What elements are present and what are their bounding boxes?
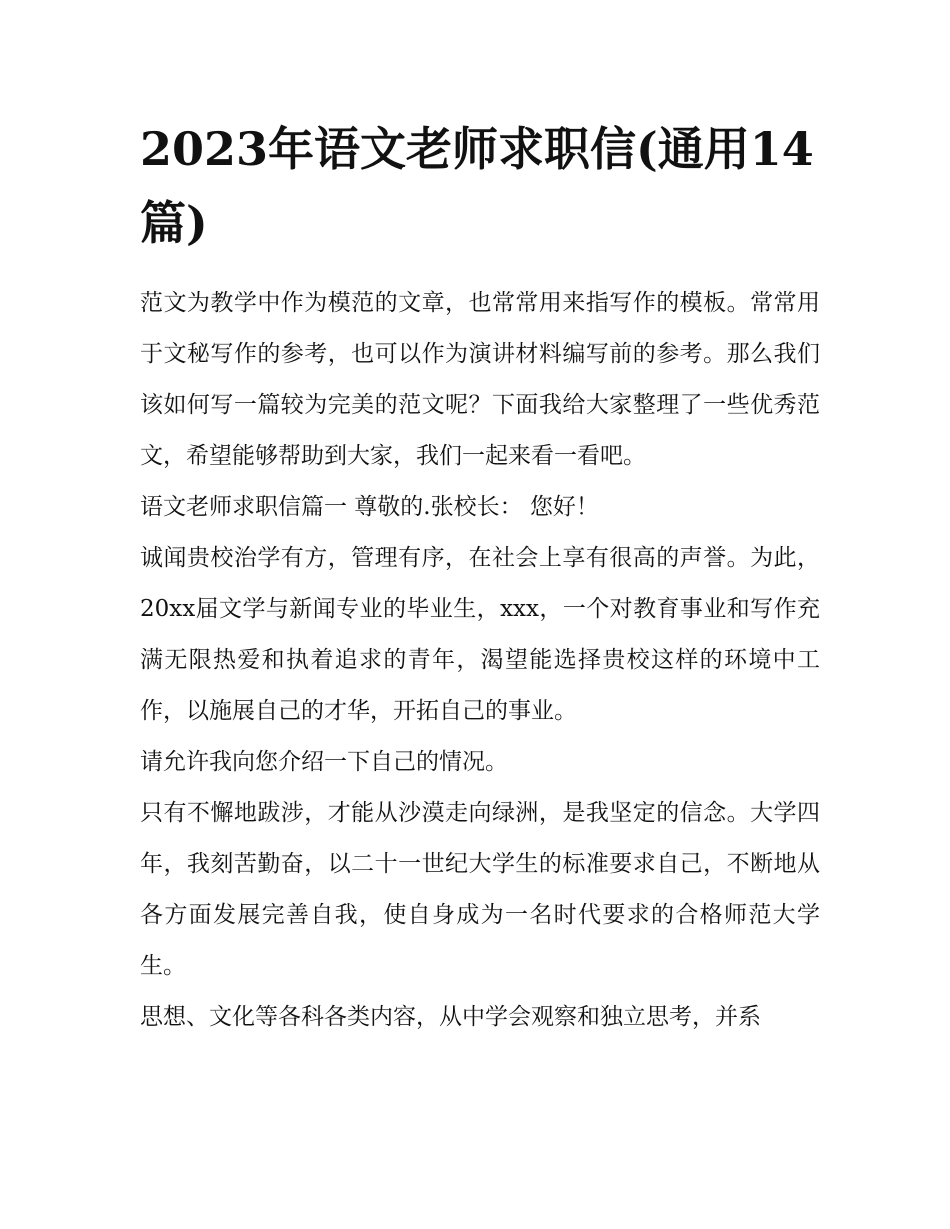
body-paragraph: 只有不懈地跋涉，才能从沙漠走向绿洲，是我坚定的信念。大学四年，我刻苦勤奋，以二十一世纪大学生的标准要求自己，不断地从各方面发展完善自我，使自身成为一名时代要求的合格师范大学生。 [140,800,820,979]
body-paragraph: 思想、文化等各科各类内容，从中学会观察和独立思考，并系 [140,1004,761,1030]
intro-paragraph: 范文为教学中作为模范的文章，也常常用来指写作的模板。常常用于文秘写作的参考，也可以作为演讲材料编写前的参考。那么我们该如何写一篇较为完美的范文呢？下面我给大家整理了一些优秀范文，希望能够帮助到大家，我们一起来看一看吧。 [140,290,820,469]
body-paragraph: 请允许我向您介绍一下自己的情况。 [140,749,508,775]
document-title: 2023年语文老师求职信(通用14篇) [140,122,814,250]
body-paragraph: 诚闻贵校治学有方，管理有序，在社会上享有很高的声誉。为此，20xx届文学与新闻专业的毕业生，xxx，一个对教育事业和写作充满无限热爱和执着追求的青年，渴望能选择贵校这样的环境中工作，以施展自己的才华，开拓自己的事业。 [140,545,820,724]
letter-salutation: 语文老师求职信篇一 尊敬的.张校长： 您好！ [140,494,599,520]
document-body [140,278,820,1043]
